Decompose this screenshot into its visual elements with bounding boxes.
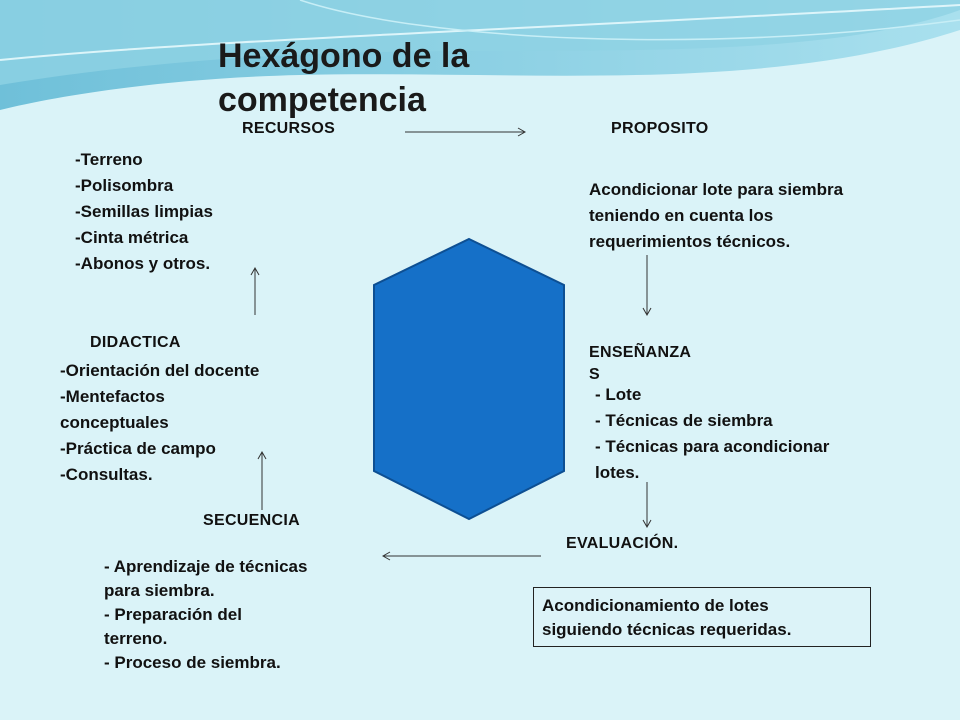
arrow-didactica-to-recursos	[251, 268, 259, 315]
secuencia-heading: SECUENCIA	[203, 512, 300, 529]
ensenanzas-heading	[589, 342, 691, 386]
slide-title: Hexágono de la competencia	[218, 37, 470, 119]
evaluacion-box	[533, 587, 871, 647]
recursos-heading: RECURSOS	[242, 120, 336, 137]
list-item: -Consultas.	[60, 465, 153, 484]
list-item: - Técnicas de siembra	[595, 411, 773, 430]
list-item: -Práctica de campo	[60, 439, 216, 458]
list-item: -Abonos y otros.	[75, 254, 211, 273]
text-line: requerimientos técnicos.	[589, 232, 791, 251]
arrow-evaluacion-to-secuencia	[383, 552, 541, 560]
proposito-text	[589, 177, 843, 255]
competence-hexagon	[374, 239, 564, 519]
didactica-list	[60, 358, 259, 488]
text-line: Acondicionar lote para siembra	[589, 180, 844, 199]
list-item: - Preparación del	[104, 605, 242, 624]
list-item: -Terreno	[75, 150, 143, 169]
heading-line: S	[589, 366, 600, 383]
evaluacion-heading: EVALUACIÓN.	[566, 535, 679, 552]
list-item: - Lote	[595, 385, 642, 404]
ensenanzas-list	[595, 382, 829, 486]
list-item: - Técnicas para acondicionar	[595, 437, 830, 456]
text-line: teniendo en cuenta los	[589, 206, 774, 225]
recursos-list	[75, 147, 213, 277]
list-item: terreno.	[104, 629, 168, 648]
list-item: - Aprendizaje de técnicas	[104, 557, 308, 576]
list-item: -Polisombra	[75, 176, 174, 195]
list-item: - Proceso de siembra.	[104, 653, 281, 672]
heading-line: ENSEÑANZA	[589, 344, 692, 361]
list-item: conceptuales	[60, 413, 169, 432]
secuencia-list	[104, 555, 307, 675]
proposito-heading: PROPOSITO	[611, 120, 709, 137]
list-item: -Orientación del docente	[60, 361, 260, 380]
didactica-heading: DIDACTICA	[90, 334, 181, 351]
text-line: Acondicionamiento de lotes	[542, 596, 769, 615]
list-item: -Mentefactos	[60, 387, 165, 406]
text-line: siguiendo técnicas requeridas.	[542, 620, 792, 639]
arrow-ensenanzas-to-evaluacion	[643, 482, 651, 527]
list-item: -Cinta métrica	[75, 228, 189, 247]
list-item: para siembra.	[104, 581, 215, 600]
list-item: lotes.	[595, 463, 640, 482]
arrow-proposito-to-ensenanzas	[643, 255, 651, 315]
list-item: -Semillas limpias	[75, 202, 213, 221]
arrow-recursos-to-proposito	[405, 128, 525, 136]
